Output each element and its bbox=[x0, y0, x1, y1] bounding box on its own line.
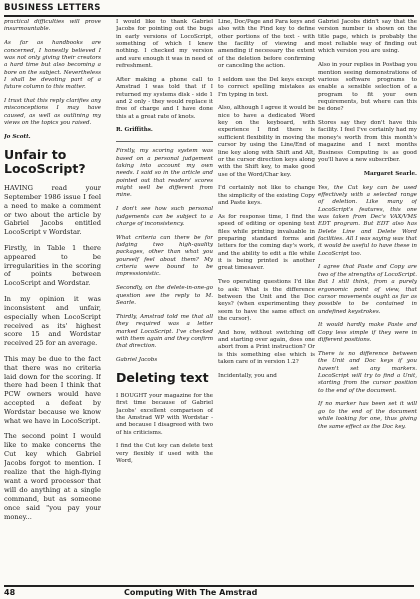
column-4 bbox=[318, 19, 417, 585]
letter-paragraph: After making a phone call to Amstrad I was told that if I returned my systems disk - side 1 and 2 only - they would replace it free of charge and I have done this at a great rate of knots. bbox=[116, 76, 213, 120]
letter-paragraph: I BOUGHT your magazine for the first time because of Gabriel Jacobs' excellent comparison of the Amstrad WP with Wordstar - and because I disagreed with two of his criticisms. bbox=[116, 392, 213, 436]
reply-paragraph: I trust that this reply clarifies any misconceptions I may have caused, as well as outlining my views on the topics you raised. bbox=[4, 98, 101, 127]
column-1 bbox=[4, 19, 101, 585]
reply-paragraph: If no marker has been set it will go to the end of the document while looking for one, thus giving the same effect as the Doc key. bbox=[318, 401, 417, 430]
reply-paragraph: Secondly, on the delete-in-one-go question see the reply to M. Searle. bbox=[116, 285, 213, 306]
reply-paragraph: I agree that Paste and Copy are two of the strengths of LocoScript. But I still think, from a purely ergonomic point of view, that cursor movements ought as far as possible to be contained in undefined keystrokes. bbox=[318, 264, 417, 315]
reply-paragraph: As far as handbooks are concerned, I honestly believed I was not only giving their creators a hard time but also becoming a bore on the subject. Nevertheless I shall be devoting part of a future column to this matter. bbox=[4, 40, 101, 91]
column-2 bbox=[116, 19, 213, 585]
letter-paragraph: Firstly, in Table 1 there appeared to be irregularities in the scoring of points between LocoScript and Wordstar. bbox=[4, 243, 101, 288]
reply-signature: Jo Scott. bbox=[4, 133, 31, 140]
letter-paragraph: The second point I would like to make concerns the Cut key which Gabriel Jacobs forgot to mention. I realize that the high-flying want a word processor that will do anything at a single command, but as someone once said "you pay your money... bbox=[4, 432, 101, 521]
headline-unfair: Unfair to LocoScript? bbox=[4, 146, 86, 176]
section-header bbox=[4, 3, 414, 17]
magazine-title: Computing With The Amstrad bbox=[124, 588, 258, 597]
reply-paragraph: It would hardly make Paste and Copy less simple if they were in different positions. bbox=[318, 322, 417, 344]
letter-paragraph: I find the Cut key can delete text very flexibly if used with the Word, bbox=[116, 443, 213, 465]
letter-paragraph: Also, although I agree it would be nice to have a dedicated Word key on the keyboard, with experience I find there is sufficient flexibility in moving the cursor by using the Line/End of line key along with Shift and Alt, or the cursor direction keys along with the Shift key, to make good use of the Word/Char key. bbox=[218, 105, 315, 178]
letter-paragraph: Two operating questions I'd like to ask: What is the difference between the Unit and the Doc keys? (when experimenting they seem to have the same effect on the cursor). bbox=[218, 279, 315, 322]
reply-signature: Gabriel Jacobs bbox=[116, 357, 158, 364]
section-title: BUSINESS LETTERS bbox=[4, 3, 101, 13]
headline-deleting: Deleting text bbox=[116, 369, 209, 385]
reply-paragraph: There is no difference between the Unit and Doc keys if you haven't set any markers. LocoScript will try to find a Unit, starting from the cursor position to the end of the document. bbox=[318, 350, 417, 394]
letter-paragraph: Incidentally, you and bbox=[218, 372, 277, 379]
letter-paragraph: And how, without switching off and starting over again, does one abort from a Print instruction? Or is this something else which is taken care of in version 1.2? bbox=[218, 329, 315, 366]
letter-paragraph: In my opinion it was inconsistent and unfair, especially when LocoScript received as its' highest score 15 and Wordstar received 25 for an average. bbox=[4, 294, 101, 348]
letter-paragraph: HAVING read your September 1986 issue I feel a need to make a comment or two about the article by Gabriel Jacobs entitled LocoScript v Wordstar. bbox=[4, 183, 101, 237]
reply-paragraph: Firstly, my scoring system was based on a personal judgement taking into account my own needs. I said so in the article and pointed out that readers' scores might well be different from mine. bbox=[116, 148, 213, 199]
letter-paragraph: As for response time, I find the speed of editing or opening text files while printing invaluable in preparing standard forms and letters for the coming day's work, and the ability to edit a file while it is being printed is another great timesaver. bbox=[218, 213, 315, 272]
letter-paragraph: I'd certainly not like to change the simplicity of the existing Copy and Paste keys. bbox=[218, 185, 315, 207]
letter-paragraph: Line, Doc/Page and Para keys and also with the Find key to define other portions of the text - with the facility of viewing and amending if necessary the extent of the deletion before confirming or canceling the action. bbox=[218, 19, 315, 70]
letter-paragraph: Also in your replies in Postbag you mention seeing demonstrations of various software programs to enable a sensible selection of a program to fit your own requirements, but where can this be done? bbox=[318, 62, 417, 113]
letter-paragraph: I seldom use the Del keys except to correct spelling mistakes as I'm typing in text. bbox=[218, 76, 315, 98]
divider bbox=[116, 141, 213, 142]
letter-paragraph: Gabriel Jacobs didn't say that the version number is shown on the title page, which is probably the most reliable way of finding out which version you are using. bbox=[318, 19, 417, 55]
letter-signature: R. Griffiths. bbox=[116, 127, 153, 134]
reply-paragraph: Yes, the Cut key can be used effectively with a selected range of deletion. Like many of LocoScript's features, this one was taken from Dec's VAX/VMS EDT program. But EDT also has Delete Line and Delete Word facilities. All I was saying was that it would be useful to have these in LocoScript too. bbox=[318, 184, 417, 257]
letter-signature: Margaret Searle. bbox=[363, 170, 417, 177]
letter-paragraph: Stores say they don't have this facility. I feel I've certainly had my money's worth from this month's magazine and I next months Business Computing is as good you'll have a new subscriber. bbox=[318, 120, 417, 163]
reply-paragraph: Thirdly, Amstrad told me that all they required was a letter marked LocoScript. I've checked with them again and they confirm that direction. bbox=[116, 313, 213, 350]
page-number: 48 bbox=[4, 588, 16, 597]
reply-paragraph: practical difficulties will prove insurmountable. bbox=[4, 19, 101, 33]
reply-paragraph: I don't see how such personal judgements can be subject to a charge of inconsistency. bbox=[116, 206, 213, 227]
page-footer bbox=[4, 585, 414, 599]
column-3 bbox=[218, 19, 315, 585]
letter-paragraph: I would like to thank Gabriel Jacobs for pointing out the bugs in early versions of LocoScript, something of which I knew nothing. I checked my version and sure enough it was in need of refreshment. bbox=[116, 19, 213, 70]
letter-paragraph: This may be due to the fact that there was no criteria laid down for the scoring. If there had been I think that PCW owners would have accepted a defeat by Wordstar because we know what we have in LocoScript. bbox=[4, 354, 101, 426]
reply-paragraph: What criteria can there be for judging two high-quality packages, other than what you yourself feel about them? My criteria were bound to be impressionistic. bbox=[116, 234, 213, 278]
